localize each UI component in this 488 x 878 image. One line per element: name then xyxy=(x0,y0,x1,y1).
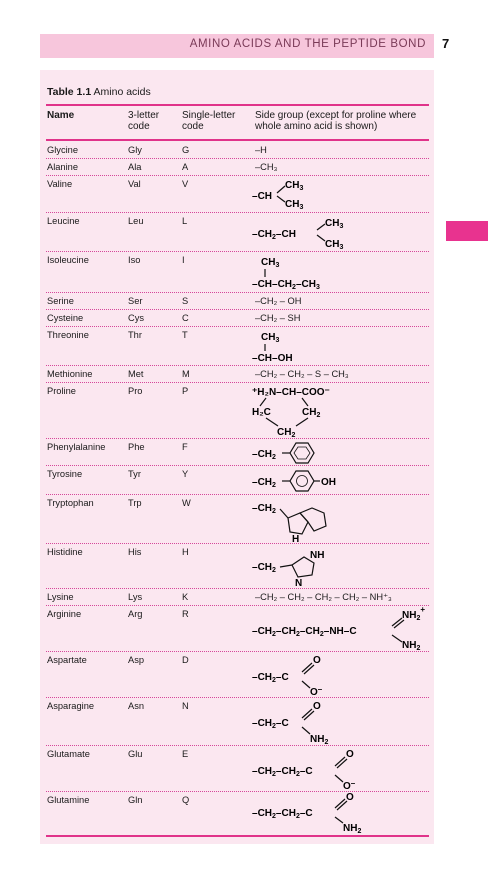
side-group: –CH₃ xyxy=(255,162,278,172)
three-letter-code: Leu xyxy=(128,216,144,226)
single-letter-code: F xyxy=(182,442,188,452)
single-letter-code: L xyxy=(182,216,188,226)
table-row xyxy=(46,495,429,544)
arginine-structure xyxy=(252,607,428,650)
single-letter-code: K xyxy=(182,592,189,602)
proline-structure xyxy=(252,384,372,437)
chapter-title: AMINO ACIDS AND THE PEPTIDE BOND xyxy=(189,38,426,50)
table-row xyxy=(46,310,429,327)
table-row xyxy=(46,792,429,834)
svg-text:CH2: $CH_2$ xyxy=(277,427,296,437)
three-letter-code: Iso xyxy=(128,255,141,265)
svg-text:O–: O– xyxy=(343,779,356,790)
single-letter-code: A xyxy=(182,162,189,172)
svg-text:–CH2: $-CH_2$ xyxy=(252,477,276,489)
isoleucine-structure xyxy=(251,253,371,291)
three-letter-code: Phe xyxy=(128,442,145,452)
tyrosine-structure xyxy=(252,468,372,492)
col-header-side-group: Side group (except for proline where whole amino acid is shown) xyxy=(255,110,417,132)
svg-text:NH2+: $NH_2^+$ xyxy=(402,607,426,622)
svg-text:NH2: $NH_2$ xyxy=(402,640,421,650)
svg-text:O: O xyxy=(346,749,354,760)
single-letter-code: S xyxy=(182,296,189,306)
svg-text:CH3: $CH_3$ xyxy=(261,257,280,269)
amino-name: Aspartate xyxy=(47,655,87,665)
svg-text:–CH2: $-CH_2$ xyxy=(252,503,276,515)
amino-name: Threonine xyxy=(47,330,89,340)
three-letter-code: Gly xyxy=(128,145,142,155)
three-letter-code: Lys xyxy=(128,592,143,602)
table-caption-text: Amino acids xyxy=(93,86,151,98)
table-row xyxy=(46,439,429,466)
glutamine-structure xyxy=(252,792,382,834)
three-letter-code: Cys xyxy=(128,313,145,323)
svg-text:O: O xyxy=(313,701,321,712)
single-letter-code: I xyxy=(182,255,185,265)
svg-text:H₂C: H₂C xyxy=(252,407,271,418)
table-row xyxy=(46,176,429,213)
table-caption xyxy=(47,86,151,98)
amino-name: Lysine xyxy=(47,592,74,602)
svg-text:N: N xyxy=(295,578,303,587)
table-row xyxy=(46,142,429,159)
amino-name: Leucine xyxy=(47,216,80,226)
table-row xyxy=(46,698,429,746)
side-group: –CH₂ – CH₂ – CH₂ – CH₂ – NH⁺₃ xyxy=(255,592,392,602)
single-letter-code: H xyxy=(182,547,189,557)
svg-text:–CH2–C: $-CH_2-C$ xyxy=(252,672,289,684)
amino-name: Asparagine xyxy=(47,701,95,711)
aspartate-structure xyxy=(252,653,342,696)
single-letter-code: W xyxy=(182,498,191,508)
three-letter-code: His xyxy=(128,547,142,557)
single-letter-code: N xyxy=(182,701,189,711)
amino-name: Alanine xyxy=(47,162,79,172)
svg-text:–CH–CH2–CH3: $-CH-CH_2-CH_3$ xyxy=(252,279,320,291)
svg-text:–CH2–C: $-CH_2-C$ xyxy=(252,718,289,730)
svg-text:CH3: $CH_3$ xyxy=(325,239,344,249)
three-letter-code: Val xyxy=(128,179,141,189)
bottom-rule xyxy=(46,835,429,837)
single-letter-code: Y xyxy=(182,469,189,479)
running-header xyxy=(40,34,434,58)
svg-text:⁺H₂N–CH–COO⁻: ⁺H₂N–CH–COO⁻ xyxy=(252,387,330,398)
three-letter-code: Arg xyxy=(128,609,143,619)
single-letter-code: R xyxy=(182,609,189,619)
single-letter-code: T xyxy=(182,330,188,340)
side-group: –H xyxy=(255,145,267,155)
col-header-single-letter: Single-letter code xyxy=(182,110,236,132)
svg-text:–CH2–CH: $-CH_2-CH$ xyxy=(252,229,296,241)
svg-text:–CH2–CH2–C: $-CH_2-CH_2-C$ xyxy=(252,808,313,820)
header-rule xyxy=(46,139,429,141)
table-row xyxy=(46,589,429,606)
amino-name: Glutamate xyxy=(47,749,90,759)
valine-structure xyxy=(251,178,331,210)
single-letter-code: C xyxy=(182,313,189,323)
svg-text:CH3: $CH_3$ xyxy=(261,332,280,344)
amino-name: Proline xyxy=(47,386,76,396)
table-row xyxy=(46,293,429,310)
table-row xyxy=(46,159,429,176)
table-row xyxy=(46,252,429,293)
table-row xyxy=(46,213,429,252)
threonine-structure xyxy=(251,328,331,364)
three-letter-code: Asp xyxy=(128,655,145,665)
col-header-three-letter: 3-letter code xyxy=(128,110,160,132)
glutamate-structure xyxy=(252,747,372,790)
svg-text:–CH: –CH xyxy=(252,191,273,202)
amino-name: Tyrosine xyxy=(47,469,83,479)
table-row xyxy=(46,544,429,589)
table-row xyxy=(46,327,429,366)
col-header-name: Name xyxy=(47,110,75,121)
single-letter-code: P xyxy=(182,386,189,396)
table-row xyxy=(46,652,429,698)
leucine-structure xyxy=(251,215,371,249)
svg-text:CH2: $CH_2$ xyxy=(302,407,321,419)
section-tab-marker xyxy=(446,221,488,241)
asparagine-structure xyxy=(252,699,352,744)
single-letter-code: E xyxy=(182,749,189,759)
svg-text:–CH2–CH2–C: $-CH_2-CH_2-C$ xyxy=(252,766,313,778)
single-letter-code: G xyxy=(182,145,190,155)
svg-text:–CH2: $-CH_2$ xyxy=(252,562,276,574)
svg-text:O–: O– xyxy=(310,685,323,696)
amino-name: Glutamine xyxy=(47,795,90,805)
side-group: –CH₂ – SH xyxy=(255,313,301,323)
svg-text:OH: OH xyxy=(321,477,336,488)
svg-text:O: O xyxy=(346,792,354,803)
side-group: –CH₂ – OH xyxy=(255,296,302,306)
single-letter-code: Q xyxy=(182,795,190,805)
svg-text:CH3: $CH_3$ xyxy=(285,180,304,192)
amino-name: Serine xyxy=(47,296,74,306)
table-row xyxy=(46,606,429,652)
three-letter-code: Pro xyxy=(128,386,143,396)
histidine-structure xyxy=(252,545,362,587)
amino-name: Glycine xyxy=(47,145,79,155)
side-group: –CH₂ – CH₂ – S – CH₃ xyxy=(255,369,349,379)
amino-name: Cysteine xyxy=(47,313,84,323)
amino-name: Valine xyxy=(47,179,73,189)
three-letter-code: Ala xyxy=(128,162,142,172)
single-letter-code: V xyxy=(182,179,189,189)
svg-text:CH3: $CH_3$ xyxy=(285,199,304,210)
amino-name: Arginine xyxy=(47,609,82,619)
phenylalanine-structure xyxy=(252,440,342,464)
page-number: 7 xyxy=(442,36,450,51)
svg-text:H: H xyxy=(292,534,300,542)
three-letter-code: Met xyxy=(128,369,144,379)
svg-text:–CH–OH: –CH–OH xyxy=(252,353,293,364)
table-number: Table 1.1 xyxy=(47,86,92,98)
amino-name: Isoleucine xyxy=(47,255,89,265)
three-letter-code: Glu xyxy=(128,749,143,759)
amino-name: Histidine xyxy=(47,547,83,557)
table-row xyxy=(46,746,429,792)
tryptophan-structure xyxy=(252,496,352,542)
three-letter-code: Asn xyxy=(128,701,145,711)
three-letter-code: Thr xyxy=(128,330,142,340)
three-letter-code: Trp xyxy=(128,498,142,508)
table-row xyxy=(46,466,429,495)
svg-text:NH2: $NH_2$ xyxy=(310,734,329,744)
svg-text:NH: NH xyxy=(310,550,325,561)
svg-text:O: O xyxy=(313,655,321,666)
single-letter-code: D xyxy=(182,655,189,665)
table-row xyxy=(46,366,429,383)
three-letter-code: Tyr xyxy=(128,469,141,479)
three-letter-code: Ser xyxy=(128,296,143,306)
svg-text:–CH2: $-CH_2$ xyxy=(252,449,276,461)
svg-text:CH3: $CH_3$ xyxy=(325,218,344,230)
amino-name: Methionine xyxy=(47,369,93,379)
three-letter-code: Gln xyxy=(128,795,143,805)
table-row xyxy=(46,383,429,439)
svg-text:NH2: $NH_2$ xyxy=(343,823,362,834)
svg-text:–CH2–CH2–CH2–NH–C: $-CH_2-CH_2-CH_2-NH-C$ xyxy=(252,626,357,638)
amino-name: Tryptophan xyxy=(47,498,94,508)
top-rule xyxy=(46,104,429,106)
amino-name: Phenylalanine xyxy=(47,442,106,452)
single-letter-code: M xyxy=(182,369,190,379)
